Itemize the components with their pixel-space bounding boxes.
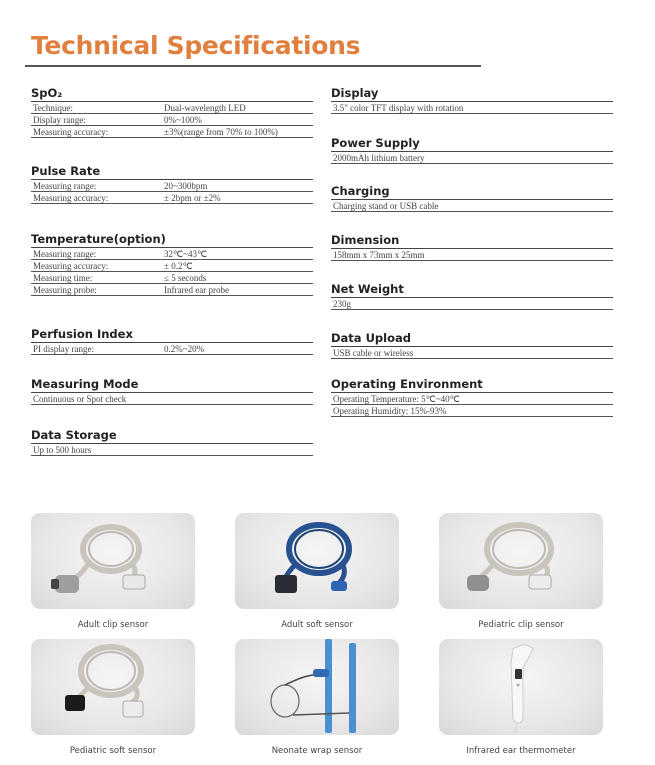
- spec-row: [31, 102, 313, 114]
- spec-value: 2000mAh lithium battery: [333, 152, 425, 163]
- spec-section-dimension: [331, 233, 613, 261]
- spec-section-data-upload: [331, 331, 613, 359]
- spec-row: [331, 102, 613, 114]
- section-heading: Data Storage: [31, 428, 313, 444]
- ear-thermometer-icon: [439, 639, 603, 735]
- spec-value: 3.5" color TFT display with rotation: [333, 102, 464, 113]
- product-card: [235, 639, 399, 756]
- product-caption: Adult soft sensor: [281, 620, 353, 630]
- product-card: [31, 513, 195, 630]
- spec-section-measuring-mode: [31, 377, 313, 405]
- blue-cable-soft-sensor-icon: [235, 513, 399, 609]
- spec-value: Operating Temperature: 5℃~40℃: [333, 393, 460, 404]
- section-heading: Power Supply: [331, 136, 613, 152]
- spec-section-power-supply: [331, 136, 613, 164]
- spec-row: [31, 260, 313, 272]
- spec-key: Display range:: [33, 114, 86, 125]
- spec-row: [331, 298, 613, 310]
- spec-section-net-weight: [331, 282, 613, 310]
- grey-cable-soft-sensor-icon: [31, 639, 195, 735]
- spec-row: [331, 405, 613, 417]
- spec-key: Technique:: [33, 102, 73, 113]
- section-heading: Measuring Mode: [31, 377, 313, 393]
- spec-value: ≤ 5 seconds: [164, 272, 207, 283]
- spec-value: 230g: [333, 298, 351, 309]
- product-caption: Adult clip sensor: [77, 620, 149, 630]
- spec-section-data-storage: [31, 428, 313, 456]
- spec-section-perfusion-index: [31, 327, 313, 355]
- spec-value: Charging stand or USB cable: [333, 200, 439, 211]
- spec-section-spo2: [31, 86, 313, 138]
- section-heading: Perfusion Index: [31, 327, 313, 343]
- section-heading: Pulse Rate: [31, 164, 313, 180]
- spec-key: Measuring accuracy:: [33, 126, 109, 137]
- grey-cable-clip-sensor-icon: [31, 513, 195, 609]
- spec-row: [331, 347, 613, 359]
- product-caption: Infrared ear thermometer: [466, 746, 576, 756]
- spec-row: [331, 200, 613, 212]
- product-caption: Pediatric clip sensor: [478, 620, 564, 630]
- section-heading: Operating Environment: [331, 377, 613, 393]
- spec-value: USB cable or wireless: [333, 347, 414, 358]
- spec-value: Continuous or Spot check: [33, 393, 127, 404]
- product-caption: Pediatric soft sensor: [69, 746, 157, 756]
- spec-section-temperature: [31, 232, 313, 296]
- spec-row: [31, 272, 313, 284]
- section-heading: Dimension: [331, 233, 613, 249]
- spec-row: [31, 284, 313, 296]
- spec-value: Infrared ear probe: [164, 284, 229, 295]
- product-card: [439, 639, 603, 756]
- spec-section-pulse-rate: [31, 164, 313, 204]
- section-heading: Net Weight: [331, 282, 613, 298]
- product-card: [439, 513, 603, 630]
- section-heading: Temperature(option): [31, 232, 313, 248]
- spec-key: Measuring range:: [33, 180, 97, 191]
- spec-value: 0%~100%: [164, 114, 202, 125]
- spec-key: PI display range:: [33, 343, 94, 354]
- page-title: Technical Specifications: [31, 31, 361, 60]
- spec-row: [31, 114, 313, 126]
- spec-key: Measuring range:: [33, 248, 97, 259]
- spec-section-charging: [331, 184, 613, 212]
- spec-key: Measuring accuracy:: [33, 192, 109, 203]
- spec-row: [331, 249, 613, 261]
- product-card: [235, 513, 399, 630]
- section-heading: Charging: [331, 184, 613, 200]
- spec-value: 158mm x 73mm x 25mm: [333, 249, 425, 260]
- spec-value: ±3%(range from 70% to 100%): [164, 126, 278, 137]
- title-divider: [25, 65, 481, 67]
- spec-value: ± 2bpm or ±2%: [164, 192, 221, 203]
- spec-row: [31, 444, 313, 456]
- spec-value: Operating Humidity: 15%-93%: [333, 405, 447, 416]
- section-heading: Display: [331, 86, 613, 102]
- spec-value: 20~300bpm: [164, 180, 208, 191]
- spec-row: [31, 126, 313, 138]
- spec-key: Measuring accuracy:: [33, 260, 109, 271]
- spec-value: Up to 500 hours: [33, 444, 92, 455]
- spec-value: Dual-wavelength LED: [164, 102, 246, 113]
- product-caption: Neonate wrap sensor: [271, 746, 363, 756]
- spec-section-operating-environment: [331, 377, 613, 417]
- spec-key: Measuring time:: [33, 272, 93, 283]
- spec-row: [31, 180, 313, 192]
- blue-wrap-sensor-icon: [235, 639, 399, 735]
- spec-value: ± 0.2℃: [164, 260, 193, 271]
- grey-cable-clip-sensor-icon: [439, 513, 603, 609]
- spec-row: [31, 192, 313, 204]
- spec-row: [31, 343, 313, 355]
- spec-section-display: [331, 86, 613, 114]
- spec-key: Measuring probe:: [33, 284, 97, 295]
- spec-value: 32℃~43℃: [164, 248, 208, 259]
- product-card: [31, 639, 195, 756]
- spec-row: [31, 393, 313, 405]
- spec-row: [31, 248, 313, 260]
- spec-row: [331, 393, 613, 405]
- spec-value: 0.2%~20%: [164, 343, 205, 354]
- section-heading: SpO₂: [31, 86, 313, 102]
- section-heading: Data Upload: [331, 331, 613, 347]
- spec-row: [331, 152, 613, 164]
